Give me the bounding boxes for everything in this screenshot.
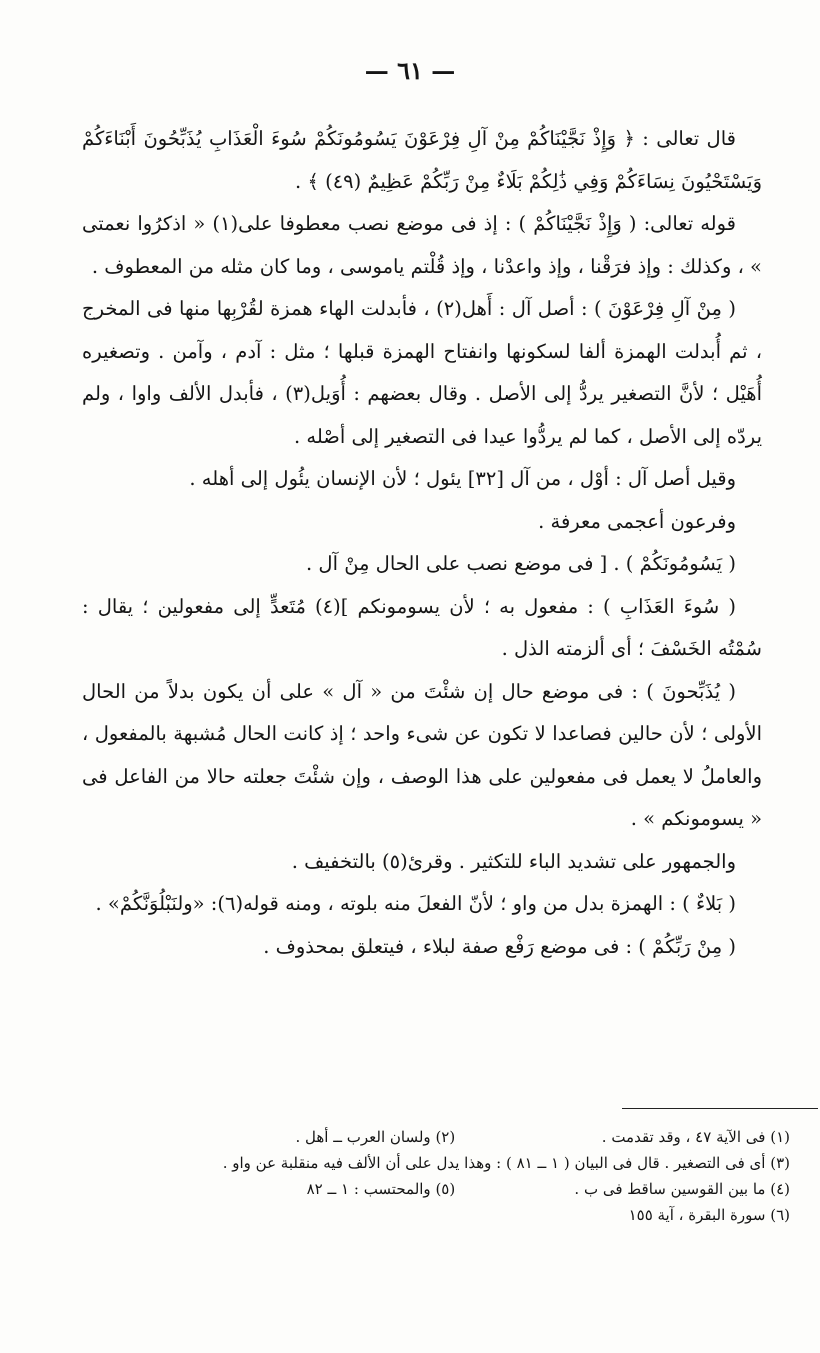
paragraph-asl-al: وقيل أصل آل : أوْل ، من آل [٣٢] يئول ؛ لأن الإنسان يئُول إلى أهله . — [189, 467, 736, 490]
footnote-4: (٤) ما بين القوسين ساقط فى ب . — [574, 1180, 790, 1198]
paragraph-firawn: وفرعون أعجمى معرفة . — [538, 509, 736, 533]
footnote-1: (١) فى الآية ٤٧ ، وقد تقدمت . — [601, 1128, 790, 1146]
paragraph-al-firawn: ( مِنْ آلِ فِرْعَوْنَ ) : أصل آل : أَهل(٢) ، فأبدلت الهاء همزة لقُرْبِها منها فى المخرج ، ثم أُبدلت الهمزة ألفا لسكونها وانفتاح الهمزة قبلها ؛ مثل : آدم ، وآمن . وتصغيره أُهَيْل ؛ لأنَّ التصغير يردُّ إلى الأصل . وقال بعضهم : أُوَيل(٣) ، فأبدل الألف واوا ، ولم يردّه إلى الأصل ، كما لم يردُّوا عيدا فى التصغير إلى أصْله . — [82, 297, 762, 448]
footnotes — [100, 1124, 790, 1228]
paragraph-jumhur: والجمهور على تشديد الباء للتكثير . وقرئ(٥) بالتخفيف . — [291, 849, 736, 873]
footnote-5: (٥) والمحتسب : ١ ــ ٨٢ — [306, 1180, 456, 1198]
paragraph-yudhabbihun: ( يُذَبِّحونَ ) : فى موضع حال إن شئْتَ من « آل » على أن يكون بدلاً من الحال الأولى ؛ لأن حالين فصاعدا لا تكون عن شىء واحد ؛ إذ كانت الحال مُشبهة بالمفعول ، والعاملُ لا يعمل فى مفعولين على هذا الوصف ، وإن شئْتَ جعلته حالا من الفاعل فى « يسومونكم » . — [82, 679, 762, 830]
paragraph-min-rabbikum: ( مِنْ رَبِّكُمْ ) : فى موضع رَفْع صفة لبلاء ، فيتعلق بمحذوف . — [263, 934, 736, 958]
footnote-3: (٣) أى فى التصغير . قال فى البيان ( ١ ــ ٨١ ) : وهذا يدل على أن الألف فيه منقلبة عن واو . — [222, 1154, 790, 1172]
footnote-line — [100, 1124, 790, 1150]
footnote-2: (٢) ولسان العرب ــ أهل . — [295, 1128, 456, 1146]
paragraph-yasumunakum: ( يَسُومُونَكُمْ ) . [ فى موضع نصب على الحال مِنْ آل . — [306, 552, 736, 575]
footnote-line — [100, 1176, 790, 1202]
footnote-line — [100, 1150, 790, 1176]
footnote-6: (٦) سورة البقرة ، آية ١٥٥ — [628, 1206, 790, 1224]
footnote-divider — [622, 1108, 818, 1109]
main-text — [82, 118, 762, 968]
paragraph-balaa: ( بَلاءٌ ) : الهمزة بدل من واو ؛ لأنّ الفعلَ منه بلوته ، ومنه قوله(٦): «ولنَبْلُوَنَّكُمْ» . — [95, 892, 736, 915]
footnote-line — [100, 1202, 790, 1228]
paragraph-su-al-adhab: ( سُوءَ العَذَابِ ) : مفعول به ؛ لأن يسومونكم ](٤) مُتَعدٍّ إلى مفعولين ؛ يقال : سُمْتُه الخَسْفَ ؛ أى ألزمته الذل . — [82, 594, 762, 660]
quran-verse-paragraph: قال تعالى : ﴿ وَإِذْ نَجَّيْنَاكُمْ مِنْ آلِ فِرْعَوْنَ يَسُومُونَكُمْ سُوءَ الْعَذَابِ يُذَبِّحُونَ أَبْنَاءَكُمْ وَيَسْتَحْيُونَ نِسَاءَكُمْ وَفِي ذَٰلِكُمْ بَلَاءٌ مِنْ رَبِّكُمْ عَظِيمٌ (٤٩) ﴾ . — [82, 127, 762, 193]
page-number: — ٦١ — — [364, 56, 456, 85]
paragraph-wa-idh: قوله تعالى: ( وَإِذْ نَجَّيْنَاكُمْ ) : إذ فى موضع نصب معطوفا على(١) « اذكرُوا نعمتى » ، وكذلك : وإذ فرَقْنا ، وإذ واعدْنا ، وإذ قُلْتم ياموسى ، وما كان مثله من المعطوف . — [82, 212, 762, 278]
